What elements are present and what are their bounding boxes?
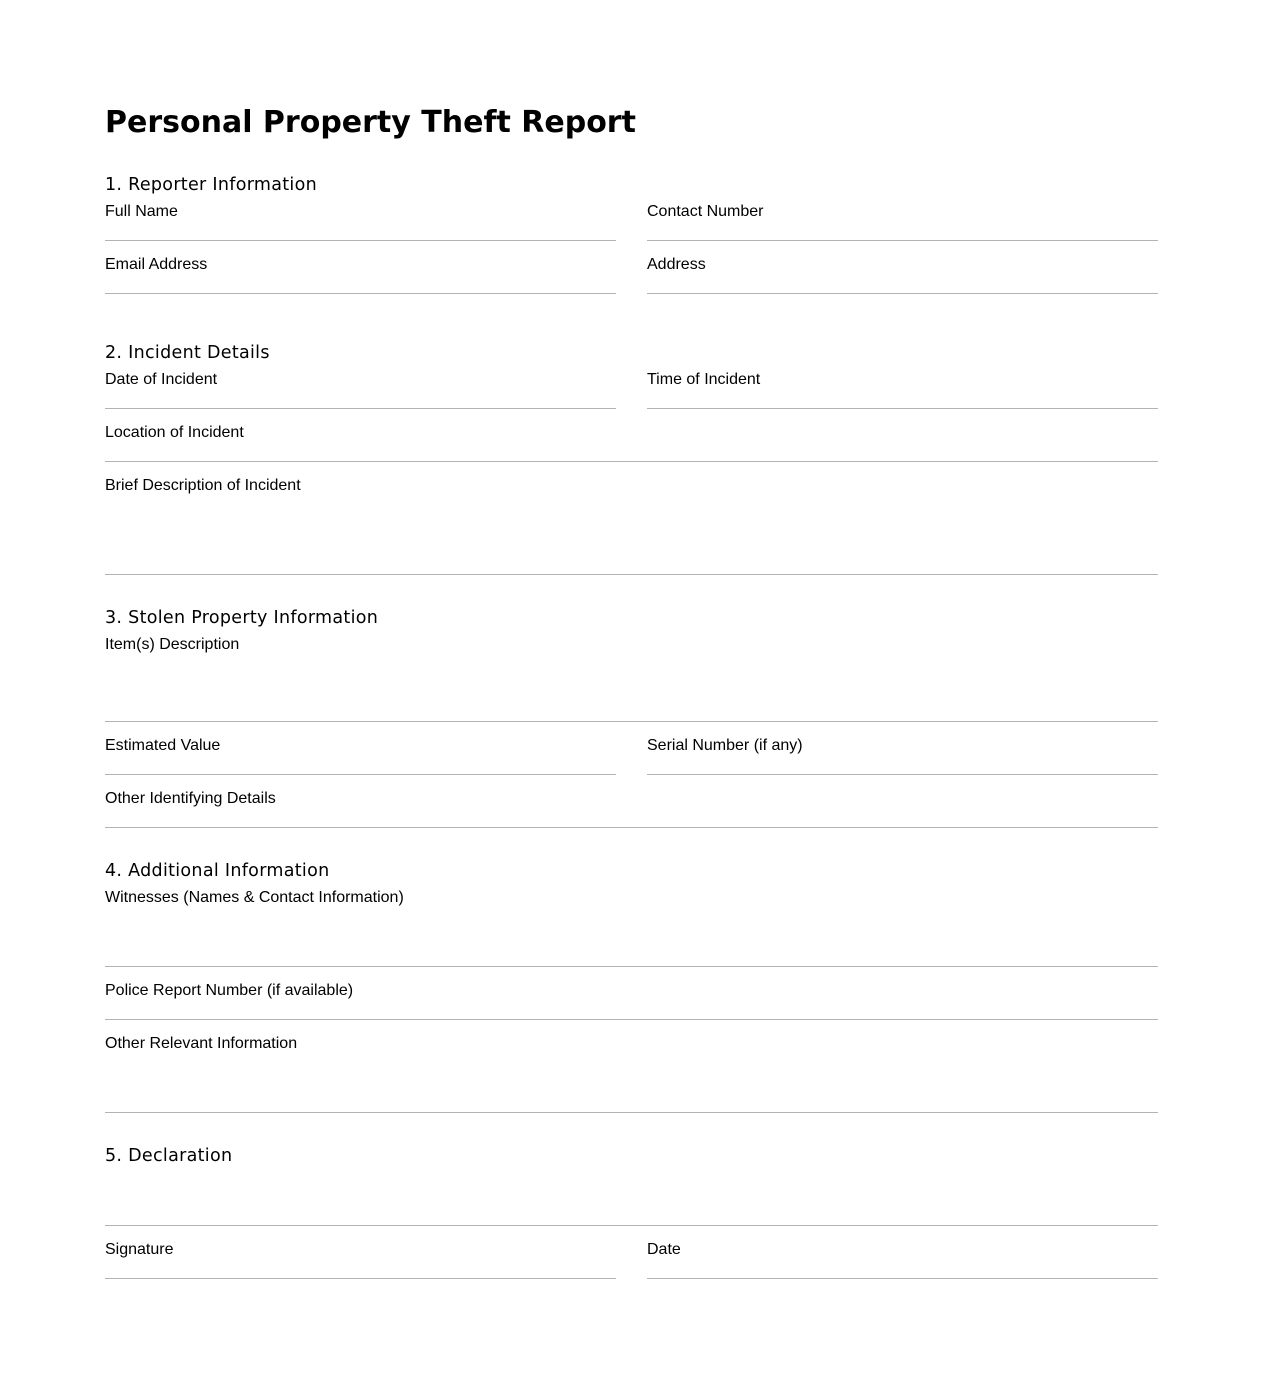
location-of-incident-label: Location of Incident: [105, 424, 244, 441]
incident-description-label: Brief Description of Incident: [105, 477, 301, 494]
items-description-label: Item(s) Description: [105, 636, 240, 653]
full-name-field[interactable]: [105, 203, 616, 241]
witnesses-label: Witnesses (Names & Contact Information): [105, 889, 404, 906]
police-report-number-field[interactable]: [105, 982, 1158, 1020]
other-identifying-details-label: Other Identifying Details: [105, 790, 276, 807]
date-of-incident-label: Date of Incident: [105, 371, 218, 388]
full-name-label: Full Name: [105, 203, 178, 220]
signature-label: Signature: [105, 1241, 174, 1258]
section-heading-stolen-property: 3. Stolen Property Information: [105, 608, 379, 628]
estimated-value-label: Estimated Value: [105, 737, 221, 754]
email-address-label: Email Address: [105, 256, 208, 273]
section-heading-additional-information: 4. Additional Information: [105, 861, 330, 881]
items-description-field[interactable]: [105, 636, 1158, 722]
other-relevant-information-label: Other Relevant Information: [105, 1035, 298, 1052]
signature-field[interactable]: [105, 1241, 616, 1279]
address-label: Address: [647, 256, 706, 273]
section-heading-reporter-information: 1. Reporter Information: [105, 175, 317, 195]
time-of-incident-field[interactable]: [647, 371, 1158, 409]
witnesses-field[interactable]: [105, 889, 1158, 967]
serial-number-field[interactable]: [647, 737, 1158, 775]
other-identifying-details-field[interactable]: [105, 790, 1158, 828]
page-title: Personal Property Theft Report: [105, 105, 636, 140]
contact-number-label: Contact Number: [647, 203, 764, 220]
section-heading-incident-details: 2. Incident Details: [105, 343, 270, 363]
email-address-field[interactable]: [105, 256, 616, 294]
location-of-incident-field[interactable]: [105, 424, 1158, 462]
declaration-date-label: Date: [647, 1241, 681, 1258]
serial-number-label: Serial Number (if any): [647, 737, 803, 754]
declaration-field[interactable]: [105, 1174, 1158, 1226]
section-heading-declaration: 5. Declaration: [105, 1146, 233, 1166]
address-field[interactable]: [647, 256, 1158, 294]
other-relevant-information-field[interactable]: [105, 1035, 1158, 1113]
estimated-value-field[interactable]: [105, 737, 616, 775]
date-of-incident-field[interactable]: [105, 371, 616, 409]
contact-number-field[interactable]: [647, 203, 1158, 241]
declaration-date-field[interactable]: [647, 1241, 1158, 1279]
time-of-incident-label: Time of Incident: [647, 371, 761, 388]
incident-description-field[interactable]: [105, 477, 1158, 575]
police-report-number-label: Police Report Number (if available): [105, 982, 354, 999]
